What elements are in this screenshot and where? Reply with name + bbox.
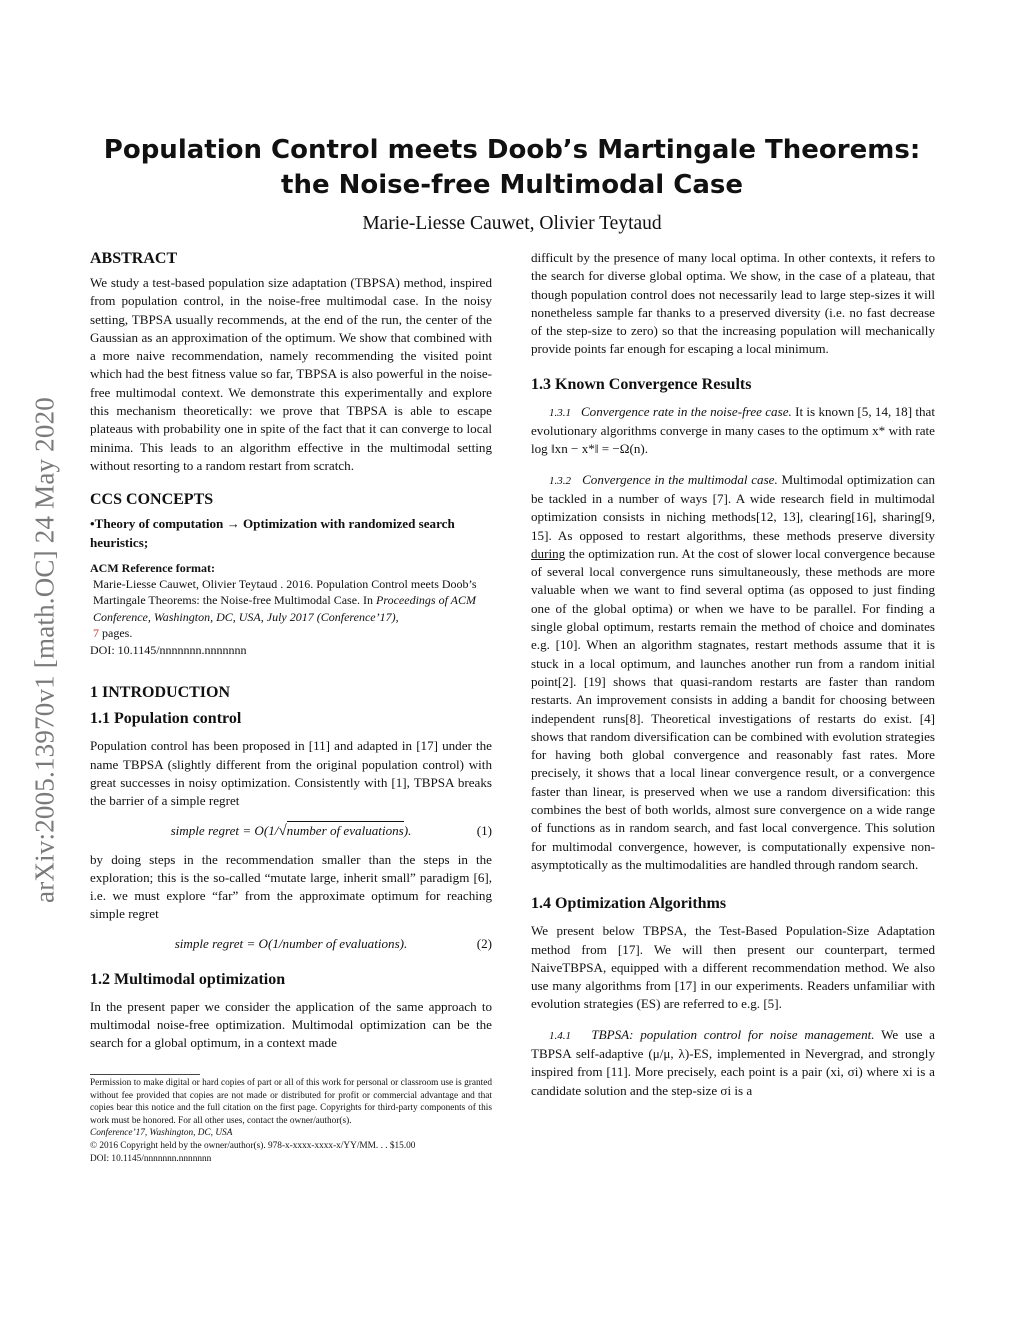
section-1-3-2 (531, 471, 935, 875)
section-1-2-heading: 1.2 Multimodal optimization (90, 970, 286, 988)
acm-pages-link[interactable]: 7 (93, 626, 99, 641)
abstract-text: We study a test-based population size adaptation (TBPSA) method, inspired from population control, in the noise-free multimodal case. In the noisy setting, TBPSA usually recommends, at the end of the run, the center of the Gaussian as an approximation of the optimum. We show that combined with a more naive recommendation, namely recommending the visited point which had the best fitness value so far, TBPSA is also powerful in the noise-free multimodal context. We demonstrate this experimentally and explore this mechanism theoretically: we prove that TBPSA is able to escape plateaus with probability one in spite of the fact that it can converge to local minima. This leads to an algorithm effective in the multimodal setting without resorting to a random restart from scratch. (90, 275, 492, 473)
underlined-during: during (531, 545, 566, 561)
acm-reference (90, 576, 492, 642)
footnote-block (90, 1077, 492, 1165)
ccs-concepts: •Theory of computation → Optimization with randomized search heuristics; (90, 516, 455, 550)
section-1-3-1-number: 1.3.1 (549, 406, 571, 419)
section-1-2-continued: difficult by the presence of many local optima. In other contexts, it refers to the search for diverse global optima. We show, in the case of a plateau, that though population control does not necessarily lead to large step-sizes it will nonetheless sample far thanks to a preserved diversity (i.e. no fast decrease of the step-size to zero) so that the increasing population will mechanically provide points far enough for escaping a local minimum. (531, 250, 935, 357)
sqrt-icon: √ (278, 822, 287, 839)
equation-2-number: (2) (476, 935, 492, 951)
section-1-3-2-title: Convergence in the multimodal case. (582, 471, 778, 487)
section-1-4-1-text: We use a TBPSA self-adaptive (μ/μ, λ)-ES, implemented in Nevergrad, and strongly inspired from [11]. More precisely, each point is a pair (xi, σi) where xi is a candidate solution and the step-size σi is a (531, 1026, 935, 1098)
section-1-3-1-title: Convergence rate in the noise-free case. (580, 403, 792, 419)
ccs-heading: CCS CONCEPTS (90, 491, 214, 509)
equation-2-body: simple regret = O(1/number of evaluations). (174, 935, 408, 951)
section-1-1-paragraph-2: by doing steps in the recommendation smaller than the steps in the exploration; this is the so-called “mutate large, inherit small” paradigm [6], i.e. we must explore “far” from the approximate optimum for reaching simple regret (90, 851, 492, 922)
section-1-4-paragraph: We present below TBPSA, the Test-Based Population-Size Adaptation method from [17]. We will then present our counterpart, termed NaiveTBPSA, equipped with a different recommendation method. We also use many algorithms from [17] in our experiments. Readers unfamiliar with evolution strategies (ES) are referred to e.g. [5]. (531, 923, 935, 1012)
footnote-copyright: © 2016 Copyright held by the owner/author(s). 978-x-xxxx-xxxx-x/YY/MM. . . $15.00 (90, 1140, 416, 1151)
section-1-3-2-text-a: Multimodal optimization can be tackled in a number of ways [7]. A wide research field in multimodal optimization consists in niching methods[12, 13], clearing[16], sharing[9, 15]. As opposed to restart algorithms, these methods preserve diversity (531, 471, 935, 543)
acm-reference-main: Marie-Liesse Cauwet, Olivier Teytaud . 2016. Population Control meets Doob’s Martingale Theorems: the Noise-free Multimodal Case. In (93, 576, 477, 608)
section-1-4-1-number: 1.4.1 (549, 1029, 571, 1042)
acm-pages-word: pages. (99, 626, 133, 641)
abstract-heading: ABSTRACT (90, 250, 178, 267)
equation-1-number: (1) (476, 822, 492, 838)
paper-title: Population Control meets Doob’s Martingale Theorems: the Noise-free Multimodal Case (103, 135, 921, 200)
equation-2 (90, 934, 492, 954)
paper-authors: Marie-Liesse Cauwet, Olivier Teytaud (362, 213, 662, 234)
section-1-1-paragraph-1: Population control has been proposed in [11] and adapted in [17] under the name TBPSA (slightly different from the original population control) with great successes in noisy optimization. Consistently with [1], TBPSA breaks the barrier of a simple regret (90, 738, 492, 809)
footnote-doi: DOI: 10.1145/nnnnnnn.nnnnnnn (90, 1153, 212, 1164)
footnote-conference: Conference’17, Washington, DC, USA (90, 1128, 233, 1139)
section-1-3-heading: 1.3 Known Convergence Results (531, 375, 752, 393)
acm-reference-venue: Proceedings of ACM Conference, Washington, DC, USA, July 2017 (Conference’17), (93, 593, 477, 624)
acm-doi: DOI: 10.1145/nnnnnnn.nnnnnnn (90, 642, 247, 657)
section-1-4-1-title: TBPSA: population control for noise management. (591, 1026, 875, 1042)
section-1-3-1-text: It is known [5, 14, 18] that evolutionary algorithms converge in many cases to the optimum x* with rate log ‖xn − x*‖ = −Ω(n). (531, 403, 935, 457)
equation-1-lhs: simple regret = O(1/ (170, 822, 279, 838)
footnote-permission: Permission to make digital or hard copies of part or all of this work for personal or classroom use is granted without fee provided that copies are not made or distributed for profit or commercial advantage and that copies bear this notice and the full citation on the first page. Copyrights for third-party components of this work must be honored. For all other uses, contact the owner/author(s). (90, 1078, 492, 1126)
section-1-3-2-number: 1.3.2 (549, 474, 571, 487)
acm-reference-label: ACM Reference format: (90, 560, 216, 575)
arxiv-identifier: arXiv:2005.13970v1 [math.OC] 24 May 2020 (29, 397, 60, 903)
section-1-2-paragraph: In the present paper we consider the application of the same approach to multimodal noise-free optimization. Multimodal optimization can be the search for a global optimum, in a context made (90, 998, 492, 1051)
arxiv-sidebar (28, 320, 62, 980)
section-1-heading: 1 INTRODUCTION (90, 684, 231, 702)
footnote-divider (90, 1074, 200, 1075)
section-1-4-1 (531, 1026, 935, 1100)
right-column (531, 249, 935, 1100)
equation-1-rhs: ). (403, 822, 412, 838)
section-1-3-1 (531, 403, 935, 459)
section-1-3-2-text-b: the optimization run. At the cost of slower local convergence because of several local convergence runs simultaneously, these methods are more valuable when we want to find several optima (as opposed to just finding one of the global optima) or when we have to be parallel. For finding a single global optimum, restarts remain the method of choice and dominates e.g. [10]. When an algorithm stagnates, restart methods assume that it is stuck in a local optimum, and launches another run from a random initial point[2]. [19] shows that quasi-random restarts are faster than random restarts. An improvement consists in adding a bandit for choosing between independent runs[8]. Theoretical investigations of restarts do exist. [4] shows that random diversification can be combined with evolution strategies for having both global convergence and reasonably fast rates. More precisely, it shows that a local linear convergence result, or a convergence faster than linear, is preserved when we use a random diversification: this combines the best of both worlds, almost sure convergence on a wide range of functions as in random search, and fast local convergence. This solution for multimodal convergence, however, is computationally expensive non-asymptotically as the multimodalities are handled through random search. (531, 545, 935, 872)
left-column (90, 250, 492, 1053)
equation-1-radicand: number of evaluations (286, 822, 404, 838)
section-1-4-heading: 1.4 Optimization Algorithms (531, 895, 727, 913)
equation-1 (90, 821, 492, 841)
section-1-1-heading: 1.1 Population control (90, 710, 242, 728)
